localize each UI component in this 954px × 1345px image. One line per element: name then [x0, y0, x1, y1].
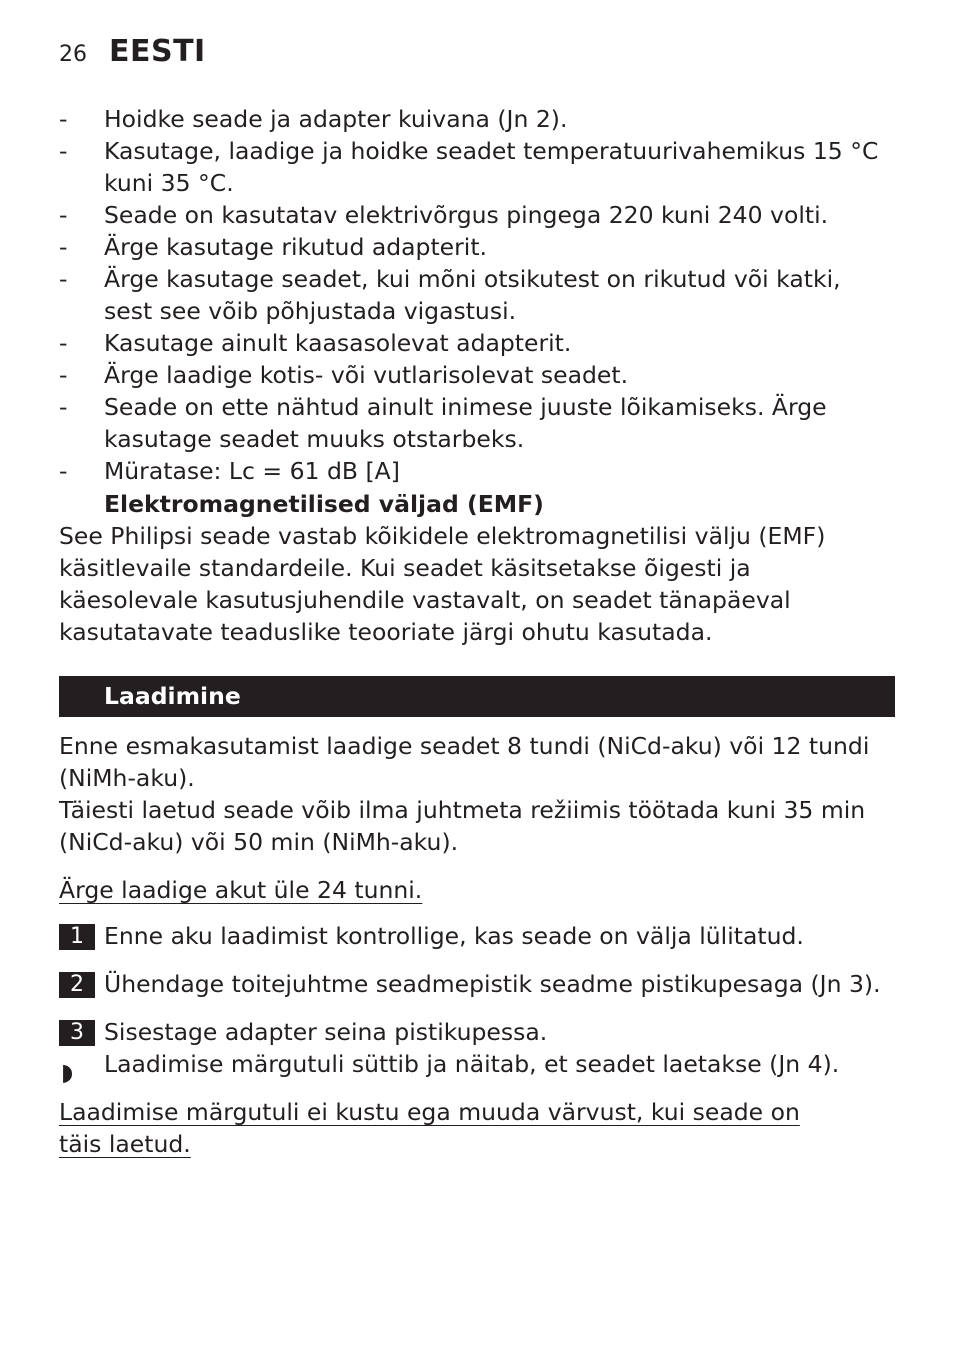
charging-intro-paragraph: Enne esmakasutamist laadige seadet 8 tundi (NiCd-aku) või 12 tundi (NiMh-aku). [59, 732, 870, 792]
list-item-text: Ärge kasutage rikutud adapterit. [104, 233, 488, 261]
section-title-bar [59, 676, 895, 717]
caution-note-text: Ärge laadige akut üle 24 tunni. [59, 876, 423, 904]
list-item-text: Müratase: Lc = 61 dB [A] [104, 457, 400, 485]
bullet-dash: - [59, 233, 68, 261]
bullet-dash: - [59, 457, 68, 485]
language-heading: EESTI [109, 34, 206, 69]
list-item [59, 359, 895, 391]
page-number: 26 [59, 42, 87, 67]
list-item-text: Hoidke seade ja adapter kuivana (Jn 2). [104, 105, 568, 133]
step-number-badge: 2 [59, 972, 95, 998]
page-header [59, 34, 206, 74]
list-item-text: Kasutage ainult kaasasolevat adapterit. [104, 329, 572, 357]
step-item [59, 968, 895, 1000]
step-number-badge: 3 [59, 1020, 95, 1046]
step-item [59, 920, 895, 952]
list-item-text: Seade on ette nähtud ainult inimese juuste lõikamiseks. Ärge kasutage seadet muuks otstarbeks. [104, 393, 827, 453]
step-text: Enne aku laadimist kontrollige, kas seade on välja lülitatud. [104, 922, 804, 950]
step-text: Sisestage adapter seina pistikupessa. [104, 1018, 548, 1046]
list-item [59, 391, 895, 455]
step-number-badge: 1 [59, 924, 95, 950]
list-item [59, 103, 895, 135]
list-item [59, 455, 895, 487]
list-item-text: Ärge laadige kotis- või vutlarisolevat seadet. [104, 361, 629, 389]
bullet-dash: - [59, 105, 68, 133]
list-item [59, 199, 895, 231]
bullet-dash: - [59, 265, 68, 293]
emf-paragraph: See Philipsi seade vastab kõikidele elektromagnetilisi välju (EMF) käsitlevaile standardeile. Kui seadet käsitsetakse õigesti ja käesolevale kasutusjuhendile vastavalt, on seadet tänapäeval kasutatavate teaduslike teooriate järgi ohutu kasutada. [59, 522, 826, 646]
list-item-text: Ärge kasutage seadet, kui mõni otsikutest on rikutud või katki, sest see võib põhjustada vigastusi. [104, 265, 841, 325]
page-content [59, 103, 895, 1160]
bullet-dash: - [59, 393, 68, 421]
list-item [59, 327, 895, 359]
step-result [59, 1048, 895, 1086]
bullet-dash: - [59, 137, 68, 165]
bullet-dash: - [59, 329, 68, 357]
section-title: Laadimine [104, 682, 241, 710]
charging-runtime-paragraph: Täiesti laetud seade võib ilma juhtmeta režiimis töötada kuni 35 min (NiCd-aku) või 50 min (NiMh-aku). [59, 796, 866, 856]
emf-heading: Elektromagnetilised väljad (EMF) [104, 490, 544, 518]
list-item [59, 135, 895, 199]
list-item-text: Seade on kasutatav elektrivõrgus pingega 220 kuni 240 volti. [104, 201, 829, 229]
caution-note [59, 874, 895, 906]
list-item [59, 231, 895, 263]
step-text: Ühendage toitejuhtme seadmepistik seadme pistikupesaga (Jn 3). [104, 970, 881, 998]
bullet-dash: - [59, 361, 68, 389]
charging-indicator-note-text: Laadimise märgutuli ei kustu ega muuda värvust, kui seade on täis laetud. [59, 1098, 800, 1158]
list-item-text: Kasutage, laadige ja hoidke seadet temperatuurivahemikus 15 °C kuni 35 °C. [104, 137, 879, 197]
safety-bullet-list [59, 103, 895, 487]
charging-indicator-note [59, 1096, 829, 1160]
step-item [59, 1016, 895, 1048]
result-arrow-icon: ◗ [61, 1058, 74, 1086]
bullet-dash: - [59, 201, 68, 229]
list-item [59, 263, 895, 327]
step-result-text: Laadimise märgutuli süttib ja näitab, et seadet laetakse (Jn 4). [104, 1050, 840, 1078]
